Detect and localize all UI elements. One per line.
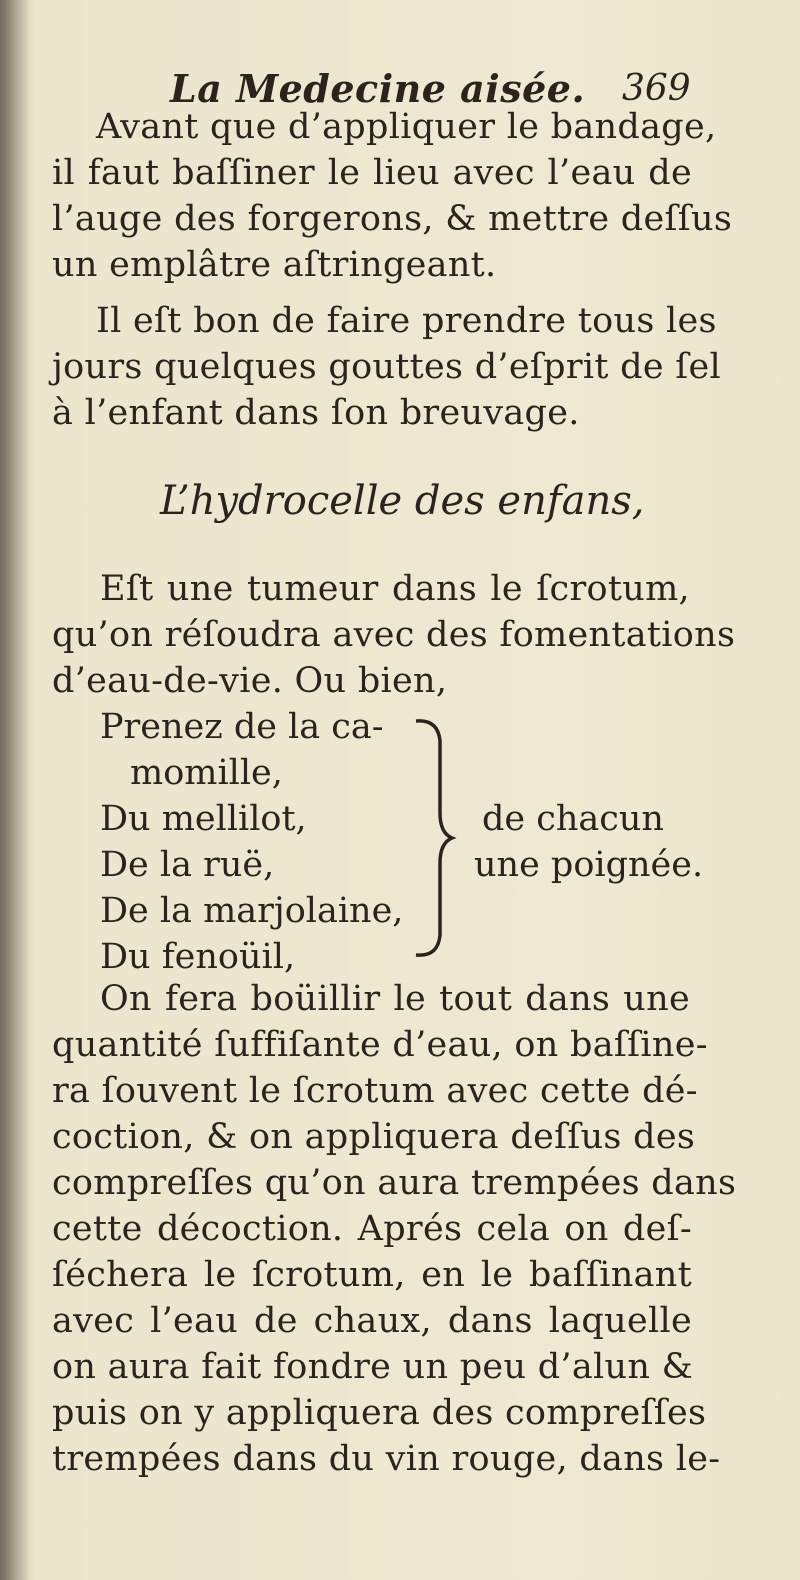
text-line: On fera boüillir le tout dans une — [100, 979, 690, 1019]
text-line: à l’enfant dans ſon breuvage. — [52, 393, 580, 433]
curly-brace — [408, 713, 458, 963]
text-line: Avant que d’appliquer le bandage, — [96, 107, 717, 147]
text-line: avec l’eau de chaux, dans laquelle — [52, 1301, 692, 1341]
header-title: La Medecine aisée. — [170, 66, 586, 111]
text-line: compreſſes qu’on aura trempées dans — [52, 1163, 737, 1203]
recipe-ingredient: De la ruë, — [100, 845, 275, 885]
text-line: on aura fait fondre un peu d’alun & — [52, 1347, 694, 1387]
spine-shadow — [0, 0, 30, 1580]
recipe-ingredient: Du mellilot, — [100, 799, 307, 839]
text-line: Eſt une tumeur dans le ſcrotum, — [100, 569, 690, 609]
recipe-ingredient: Prenez de la ca- — [100, 707, 384, 747]
page-number: 369 — [622, 68, 691, 109]
text-line: trempées dans du vin rouge, dans le- — [52, 1439, 721, 1479]
text-line: qu’on réſoudra avec des fomentations — [52, 615, 736, 655]
recipe-quantity: une poignée. — [474, 845, 704, 885]
recipe-quantity: de chacun — [482, 799, 664, 839]
text-line: un emplâtre aſtringeant. — [52, 245, 497, 285]
text-line: cette décoction. Aprés cela on deſ- — [52, 1209, 692, 1249]
text-line: quantité ſuffiſante d’eau, on baſſine- — [52, 1025, 708, 1065]
recipe-ingredient: momille, — [130, 753, 283, 793]
text-line: Il eſt bon de faire prendre tous les — [96, 301, 717, 341]
text-line: puis on y appliquera des compreſſes — [52, 1393, 707, 1433]
text-line: d’eau-de-vie. Ou bien, — [52, 661, 448, 701]
text-line: ra ſouvent le ſcrotum avec cette dé- — [52, 1071, 698, 1111]
text-line: il faut baſſiner le lieu avec l’eau de — [52, 153, 692, 193]
text-line: coction, & on appliquera deſſus des — [52, 1117, 696, 1157]
recipe-ingredient: Du fenoüil, — [100, 937, 296, 977]
text-line: ſéchera le ſcrotum, en le baſſinant — [52, 1255, 692, 1295]
section-heading: L’hydrocelle des enfans, — [160, 478, 645, 524]
recipe-ingredient: De la marjolaine, — [100, 891, 404, 931]
text-line: jours quelques gouttes d’eſprit de ſel — [52, 347, 722, 387]
text-line: l’auge des forgerons, & mettre deſſus — [52, 199, 733, 239]
